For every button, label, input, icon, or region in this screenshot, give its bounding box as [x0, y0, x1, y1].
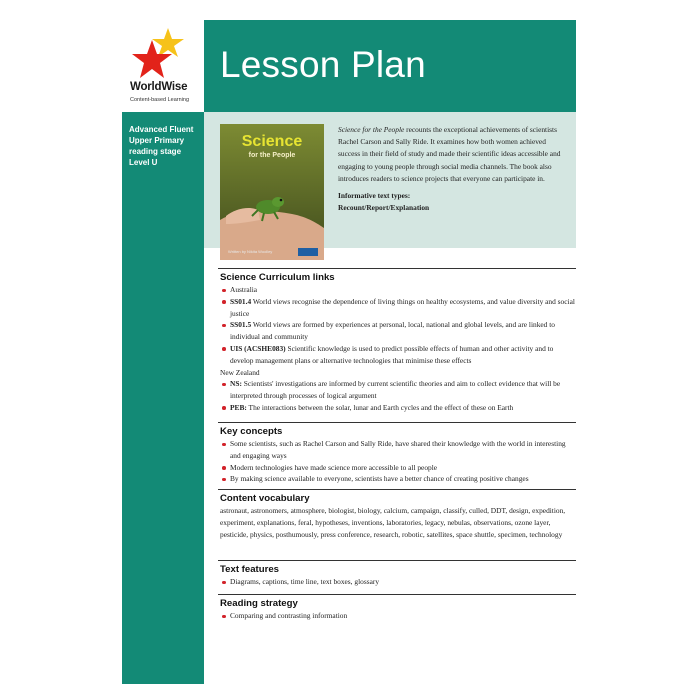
text-types-value: Recount/Report/Explanation: [338, 203, 430, 213]
vocabulary-list: astronaut, astronomers, atmosphere, biologist, biology, calcium, campaign, classify, culled, DDT, design, expedition, experiment, explanations, feral, hypotheses, inventions, laboratories, legacy, nebulas, observations, ozone layer, pesticide, physics, posthumously, press conference, research, robotic, satellites, space shuttle, specimen, technology: [220, 506, 566, 539]
book-title: Science for the People: [338, 125, 405, 134]
level-line-2: Upper Primary: [129, 136, 185, 145]
list-item: SS01.5 World views are formed by experiences at personal, local, national and global levels, and are linked to individual and community: [218, 319, 576, 343]
level-line-1: Advanced Fluent: [129, 125, 194, 134]
brand-name: WorldWise: [130, 81, 188, 93]
cover-author: Written by Nikita Woolley: [228, 249, 273, 254]
book-intro-panel: [204, 112, 576, 254]
list-item: Diagrams, captions, time line, text boxes, glossary: [218, 576, 576, 588]
text-features-section: [218, 560, 576, 588]
vocabulary-section: [218, 489, 576, 540]
reading-strategy-section: [218, 594, 576, 622]
sidebar: [122, 112, 204, 684]
list-item: Comparing and contrasting information: [218, 610, 576, 622]
text-types-label: Informative text types:: [338, 191, 411, 201]
nz-label: New Zealand: [220, 367, 260, 377]
brand-tagline: Content-based Learning: [130, 97, 190, 103]
list-item: Some scientists, such as Rachel Carson and Sally Ride, have shared their knowledge with the world in interesting and engaging ways: [218, 438, 576, 462]
book-summary: recounts the exceptional achievements of scientists Rachel Carson and Sally Ride. It examines how both women achieved success in their field of study and made their scientific ideas accessible and engaging to young people through social media channels. The book also introduces readers to science projects that everyone can participate in.: [338, 125, 561, 183]
list-item: Modern technologies have made science more accessible to all people: [218, 462, 576, 474]
list-item: PEB: The interactions between the solar, lunar and Earth cycles and the effect of these on Earth: [218, 402, 576, 414]
header-bar: [204, 20, 576, 112]
curriculum-heading: Science Curriculum links: [220, 272, 335, 283]
list-item: SS01.4 World views recognise the dependence of living things on healthy ecosystems, and value diversity and social justice: [218, 296, 576, 320]
curriculum-section: [218, 268, 576, 414]
list-item: NS: Scientists' investigations are informed by current scientific theories and aim to collect evidence that will be interpreted through processes of logical argument: [218, 378, 576, 402]
list-item: UIS (ACSHE083) Scientific knowledge is used to predict possible effects of human and other activity and to develop management plans or alternative technologies that minimise these effects: [218, 343, 576, 367]
level-info: [129, 124, 203, 168]
book-description: [338, 124, 566, 214]
list-item: Australia: [218, 284, 576, 296]
cover-title: Science: [241, 133, 303, 150]
text-features-heading: Text features: [220, 564, 280, 575]
level-line-4: Level U: [129, 158, 158, 167]
key-concepts-section: [218, 422, 576, 485]
list-item: By making science available to everyone, scientists have a better chance of creating positive changes: [218, 473, 576, 485]
level-line-3: reading stage: [129, 147, 182, 156]
page-title: Lesson Plan: [220, 44, 426, 85]
reading-strategy-heading: Reading strategy: [220, 598, 298, 609]
vocabulary-heading: Content vocabulary: [220, 493, 310, 504]
worldwise-logo: [122, 20, 204, 110]
star-logo-icon: [132, 26, 188, 82]
key-concepts-heading: Key concepts: [220, 426, 283, 437]
book-cover-image: [220, 124, 324, 260]
cover-subtitle: for the People: [248, 152, 296, 159]
